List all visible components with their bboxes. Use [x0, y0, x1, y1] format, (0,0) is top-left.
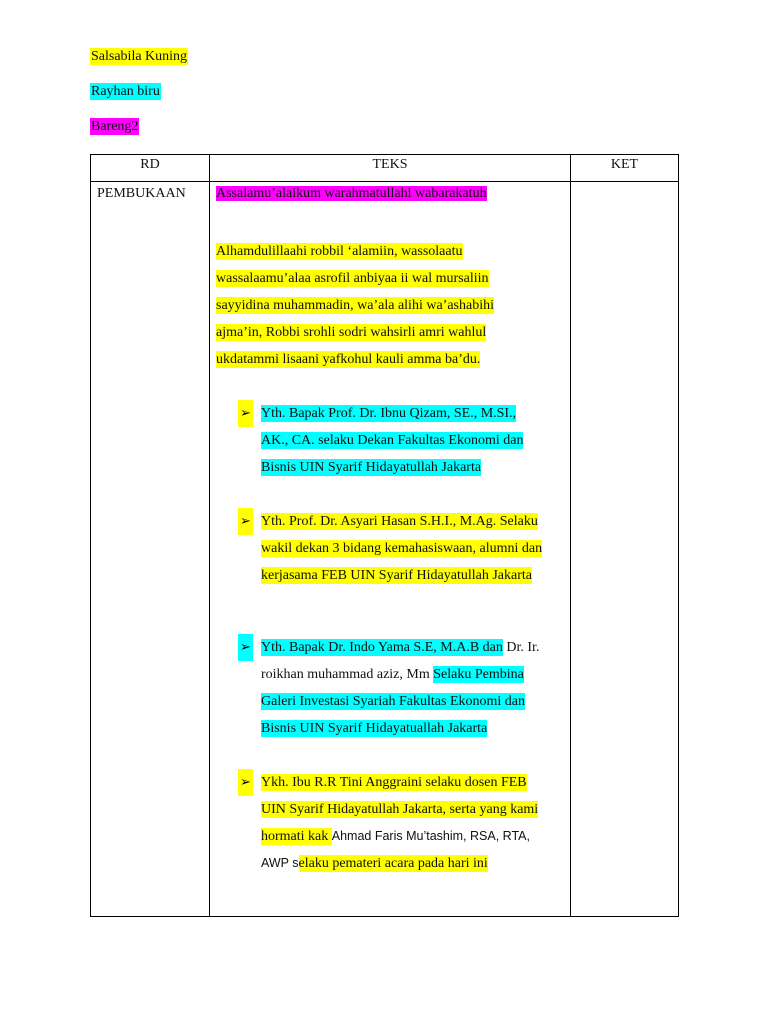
- list-item-line: kerjasama FEB UIN Syarif Hidayatullah Jakarta: [261, 568, 532, 583]
- list-item-line: Dr. Ir.: [502, 640, 540, 655]
- list-item-line: Yth. Prof. Dr. Asyari Hasan S.H.I., M.Ag. Selaku: [261, 514, 538, 529]
- table-header-row: [91, 155, 679, 182]
- list-item-line: hormati kak: [261, 829, 332, 844]
- list-item-line: Galeri Investasi Syariah Fakultas Ekonomi dan: [261, 694, 525, 709]
- legend-rayhan: Rayhan biru: [91, 84, 160, 99]
- list-item-line: Selaku Pembina: [433, 667, 524, 682]
- arrow-bullet-icon: ➢: [238, 400, 253, 427]
- list-item-line: Bisnis UIN Syarif Hidayatuallah Jakarta: [261, 721, 488, 736]
- list-item-line: wakil dekan 3 bidang kemahasiswaan, alumni dan: [261, 541, 543, 556]
- table-row: [91, 182, 679, 917]
- list-item-line: Ykh. Ibu R.R Tini Anggraini selaku dosen FEB: [261, 775, 527, 790]
- hamdalah-line: Alhamdulillaahi robbil ‘alamiin, wassolaatu: [216, 244, 463, 259]
- list-item-line: Bisnis UIN Syarif Hidayatullah Jakarta: [261, 460, 482, 475]
- hamdalah-line: wassalaamu’alaa asrofil anbiyaa ii wal mursaliin: [216, 271, 489, 286]
- list-item-line: AK., CA. selaku Dekan Fakultas Ekonomi dan: [261, 433, 524, 448]
- list-item-line: roikhan muhammad aziz, Mm: [261, 667, 434, 682]
- header-teks: TEKS: [210, 155, 571, 182]
- legend-bareng: Bareng2: [91, 119, 139, 134]
- header-rd: RD: [91, 155, 210, 182]
- list-item-wakil-dekan: [216, 508, 564, 589]
- list-item-line: UIN Syarif Hidayatullah Jakarta, serta yang kami: [261, 802, 539, 817]
- rd-cell: PEMBUKAAN: [91, 182, 210, 917]
- list-item-line: AWP s: [261, 856, 299, 870]
- teks-cell: [210, 182, 571, 917]
- hamdalah-line: sayyidina muhammadin, wa’ala alihi wa’ashabihi: [216, 298, 494, 313]
- arrow-bullet-icon: ➢: [238, 508, 253, 535]
- legend-salsabila: Salsabila Kuning: [91, 49, 188, 64]
- hamdalah-line: ukdatammi lisaani yafkohul kauli amma ba’du.: [216, 352, 481, 367]
- header-ket: KET: [571, 155, 679, 182]
- list-item-line: elaku pemateri acara pada hari ini: [298, 856, 488, 871]
- arrow-bullet-icon: ➢: [238, 769, 253, 796]
- script-table: [90, 154, 679, 917]
- list-item-dosen: [216, 769, 564, 877]
- list-item-line: Ahmad Faris Mu’tashim, RSA, RTA,: [331, 829, 530, 843]
- opening-greeting: Assalamu’alaikum warahmatullahi wabarakatuh: [216, 186, 487, 201]
- hamdalah-paragraph: [216, 238, 564, 373]
- list-item-line: Yth. Bapak Prof. Dr. Ibnu Qizam, SE., M.SI.,: [261, 406, 517, 421]
- arrow-bullet-icon: ➢: [238, 634, 253, 661]
- list-item-line: Yth. Bapak Dr. Indo Yama S.E, M.A.B dan: [261, 640, 503, 655]
- list-item-pembina: [216, 634, 564, 742]
- list-item-dekan: [216, 400, 564, 481]
- ket-cell: [571, 182, 679, 917]
- hamdalah-line: ajma’in, Robbi srohli sodri wahsirli amri wahlul: [216, 325, 487, 340]
